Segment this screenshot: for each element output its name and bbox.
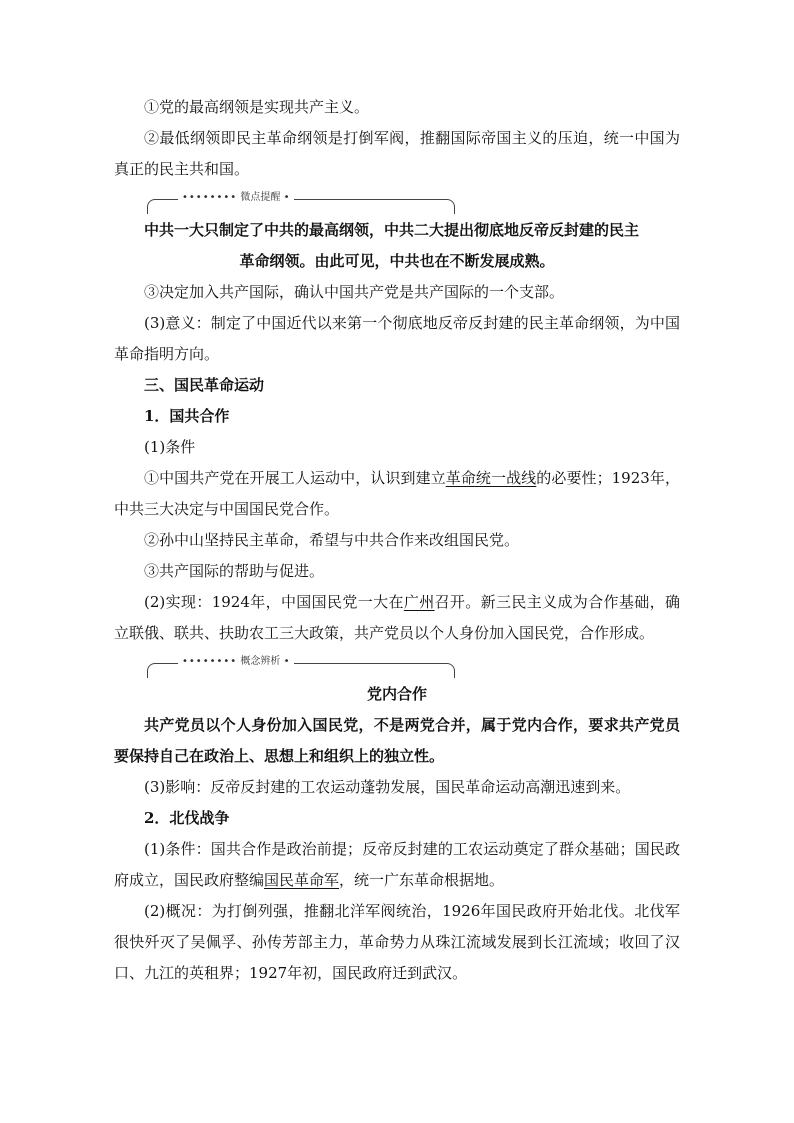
paragraph: ③共产国际的帮助与促进。 bbox=[144, 562, 325, 580]
paragraph: ①中国共产党在开展工人运动中，认识到建立革命统一战线的必要性；1923年，中共三大决定与中国国民党合作。 bbox=[114, 469, 680, 518]
paragraph: (1)条件 bbox=[144, 438, 196, 456]
paragraph: (2)实现：1924年，中国国民党一大在广州召开。新三民主义成为合作基础，确立联俄、联共、扶助农工三大政策，共产党员以个人身份加入国民党，合作形成。 bbox=[114, 593, 680, 642]
tip-box-header bbox=[114, 189, 680, 215]
paragraph: (3)意义：制定了中国近代以来第一个彻底地反帝反封建的民主革命纲领，为中国革命指明方向。 bbox=[114, 314, 680, 363]
document-body bbox=[114, 92, 680, 989]
paragraph: ①党的最高纲领是实现共产主义。 bbox=[144, 98, 370, 116]
paragraph: (1)条件：国共合作是政治前提；反帝反封建的工农运动奠定了群众基础；国民政府成立，国民政府整编国民革命军，统一广东革命根据地。 bbox=[114, 840, 680, 889]
sub-heading: 2．北伐战争 bbox=[144, 809, 230, 827]
concept-title: 党内合作 bbox=[366, 685, 427, 703]
underlined-term: 革命统一战线 bbox=[445, 469, 537, 487]
section-heading: 三、国民革命运动 bbox=[144, 376, 265, 394]
concept-box-label: •••••••• 概念辨析 • bbox=[178, 655, 294, 669]
tip-box-label: •••••••• 微点提醒 • bbox=[178, 191, 294, 205]
tip-text: 革命纲领。由此可见，中共也在不断发展成熟。 bbox=[239, 252, 555, 270]
paragraph: ③决定加入共产国际，确认中国共产党是共产国际的一个支部。 bbox=[144, 283, 565, 301]
sub-heading: 1．国共合作 bbox=[144, 407, 230, 425]
underlined-term: 国民革命军 bbox=[264, 871, 340, 889]
paragraph: (2)概况：为打倒列强，推翻北洋军阀统治，1926年国民政府开始北伐。北伐军很快歼灭了吴佩孚、孙传芳部主力，革命势力从珠江流域发展到长江流域；收回了汉口、九江的英租界；1927年初，国民政府迁到武汉。 bbox=[114, 902, 680, 982]
concept-text: 共产党员以个人身份加入国民党，不是两党合并，属于党内合作，要求共产党员要保持自己在政治上、思想上和组织上的独立性。 bbox=[114, 716, 680, 765]
concept-box-header bbox=[114, 653, 680, 679]
paragraph: (3)影响：反帝反封建的工农运动蓬勃发展，国民革命运动高潮迅速到来。 bbox=[144, 778, 631, 796]
underlined-term: 广州 bbox=[403, 593, 435, 611]
tip-text: 中共一大只制定了中共的最高纲领，中共二大提出彻底地反帝反封建的民主 bbox=[144, 221, 640, 239]
paragraph: ②最低纲领即民主革命纲领是打倒军阀，推翻国际帝国主义的压迫，统一中国为真正的民主共和国。 bbox=[114, 129, 680, 178]
paragraph: ②孙中山坚持民主革命，希望与中共合作来改组国民党。 bbox=[144, 531, 520, 549]
